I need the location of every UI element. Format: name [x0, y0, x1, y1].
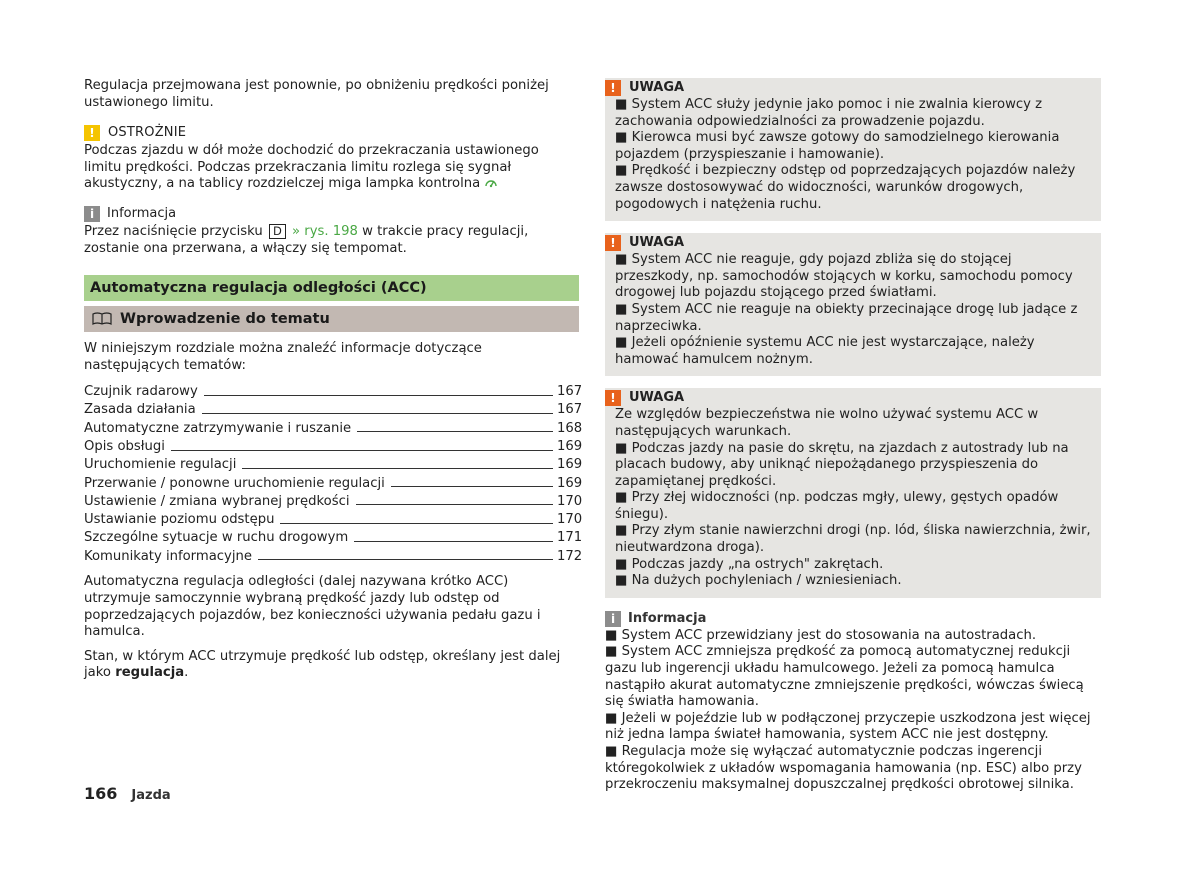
exclamation-icon: ! [605, 235, 621, 251]
warning-box-1 [605, 78, 1101, 221]
exclamation-icon: ! [605, 80, 621, 96]
info-label: Informacja [107, 205, 177, 221]
caution-header [84, 124, 579, 142]
warning-header [605, 78, 1091, 97]
warning-item: ■ Podczas jazdy „na ostrych" zakrętach. [615, 556, 884, 572]
warning-label: UWAGA [629, 234, 685, 250]
warning-item: ■ System ACC nie reaguje na obiekty przecinające drogę lub jadące z naprzeciwka. [615, 301, 1078, 334]
warning-item: ■ Na dużych pochyleniach / wzniesieniach. [615, 573, 902, 589]
warning-header [605, 388, 1091, 407]
toc-intro: W niniejszym rozdziale można znaleźć informacje dotyczące następujących tematów: [84, 341, 482, 373]
toc-row[interactable]: Komunikaty informacyjne 172 [84, 548, 583, 564]
warning-item: ■ System ACC nie reaguje, gdy pojazd zbliża się do stojącej przeszkody, np. samochodów stojących w korku, samochodu pomocy drogowej lub pojazdu stojącego przed światłami. [615, 252, 1073, 301]
warning-box-2 [605, 233, 1101, 376]
info-icon: i [605, 611, 621, 627]
right-column [605, 78, 1101, 794]
toc-row[interactable]: Opis obsługi 169 [84, 438, 583, 454]
warning-item: ■ Przy złym stanie nawierzchni drogi (np. lód, śliska nawierzchnia, żwir, nieutwardzona droga). [615, 523, 1091, 556]
toc-row[interactable]: Ustawienie / zmiana wybranej prędkości 170 [84, 493, 583, 509]
page-number: 166 [84, 784, 118, 803]
table-of-contents [84, 382, 583, 565]
info-list [605, 628, 1101, 794]
warning-item: ■ Przy złej widoczności (np. podczas mgły, ulewy, gęstych opadów śniegu). [615, 490, 1059, 522]
subsection-title: Wprowadzenie do tematu [84, 306, 579, 332]
warning-item: ■ Jeżeli opóźnienie systemu ACC nie jest wystarczające, należy hamować hamulcem nożnym. [615, 335, 1035, 367]
toc-row[interactable]: Czujnik radarowy 167 [84, 384, 583, 400]
caution-text: Podczas zjazdu w dół może dochodzić do przekraczania ustawionego limitu prędkości. Podczas przekraczania limitu rozlega się sygnał akustyczny, a na tablicy rozdzielczej miga lampka kontrolna [84, 143, 539, 192]
figure-link[interactable]: » rys. 198 [292, 223, 358, 239]
regulation-term: regulacja [115, 665, 185, 681]
warning-box-3 [605, 388, 1101, 598]
info-item: ■ System ACC przewidziany jest do stosowania na autostradach. [605, 627, 1037, 643]
exclamation-icon: ! [84, 125, 100, 141]
page-footer [84, 786, 171, 805]
warning-item: Ze względów bezpieczeństwa nie wolno używać systemu ACC w następujących warunkach. [615, 407, 1039, 439]
warning-item: ■ Kierowca musi być zawsze gotowy do samodzielnego kierowania pojazdem (przyspieszanie i hamowanie). [615, 130, 1060, 162]
toc-row[interactable]: Szczególne sytuacje w ruchu drogowym 171 [84, 530, 583, 546]
d-button-symbol: D [269, 224, 286, 239]
warning-item: ■ Podczas jazdy na pasie do skrętu, na zjazdach z autostrady lub na placach budowy, aby uniknąć niepożądanego przyspieszenia do zapamiętanej prędkości. [615, 440, 1069, 489]
info-item: ■ Jeżeli w pojeździe lub w podłączonej przyczepie uszkodzona jest więcej niż jedna lampa świateł hamowania, system ACC nie jest dostępny. [605, 710, 1091, 743]
caution-label: OSTROŻNIE [108, 124, 187, 140]
speed-limit-lamp-icon [484, 176, 498, 188]
warning-label: UWAGA [629, 390, 685, 406]
footer-section: Jazda [131, 788, 171, 803]
warning-item: ■ System ACC służy jedynie jako pomoc i nie zwalnia kierowcy z zachowania odpowiedzialności za prowadzenie pojazdu. [615, 97, 1043, 129]
info-item: ■ System ACC zmniejsza prędkość za pomocą automatycznej redukcji gazu lub ingerencji układu hamulcowego. Jeżeli za pomocą hamulca nastąpiło akurat automatyczne zmniejszenie prędkości, wówczas świecą się światła hamowania. [605, 644, 1084, 710]
intro-paragraph: Regulacja przejmowana jest ponownie, po obniżeniu prędkości poniżej ustawionego limitu. [84, 78, 549, 110]
warning-header [605, 233, 1091, 252]
book-icon [92, 312, 112, 326]
info-header [84, 205, 579, 223]
info-text: Przez naciśnięcie przycisku D » rys. 198 w trakcie pracy regulacji, zostanie ona przerwana, a włączy się tempomat. [84, 223, 529, 256]
exclamation-icon: ! [605, 390, 621, 406]
info-icon: i [84, 206, 100, 222]
toc-row[interactable]: Ustawianie poziomu odstępu 170 [84, 512, 583, 528]
toc-row[interactable]: Uruchomienie regulacji 169 [84, 457, 583, 473]
toc-row[interactable]: Przerwanie / ponowne uruchomienie regulacji 169 [84, 475, 583, 491]
info-header [605, 610, 1101, 628]
acc-description: Automatyczna regulacja odległości (dalej nazywana krótko ACC) utrzymuje samoczynnie wybraną prędkość jazdy lub odstęp od poprzedzających pojazdów, bez konieczności używania pedału gazu i hamulca. [84, 574, 541, 640]
toc-row[interactable]: Zasada działania 167 [84, 402, 583, 418]
info-label: Informacja [628, 610, 707, 626]
warning-label: UWAGA [629, 79, 685, 95]
regulation-definition: Stan, w którym ACC utrzymuje prędkość lub odstęp, określany jest dalej jako regulacja. [84, 648, 561, 681]
toc-row[interactable]: Automatyczne zatrzymywanie i ruszanie 168 [84, 420, 583, 436]
left-column [84, 78, 583, 682]
warning-item: ■ Prędkość i bezpieczny odstęp od poprzedzających pojazdów należy zawsze dostosowywać do widoczności, warunków drogowych, pogodowych i natężenia ruchu. [615, 163, 1076, 212]
info-item: ■ Regulacja może się wyłączać automatycznie podczas ingerencji któregokolwiek z układów wspomagania hamowania (np. ESC) albo przy przekroczeniu maksymalnej dopuszczalnej prędkości obrotowej silnika. [605, 744, 1082, 793]
section-title: Automatyczna regulacja odległości (ACC) [84, 275, 579, 301]
